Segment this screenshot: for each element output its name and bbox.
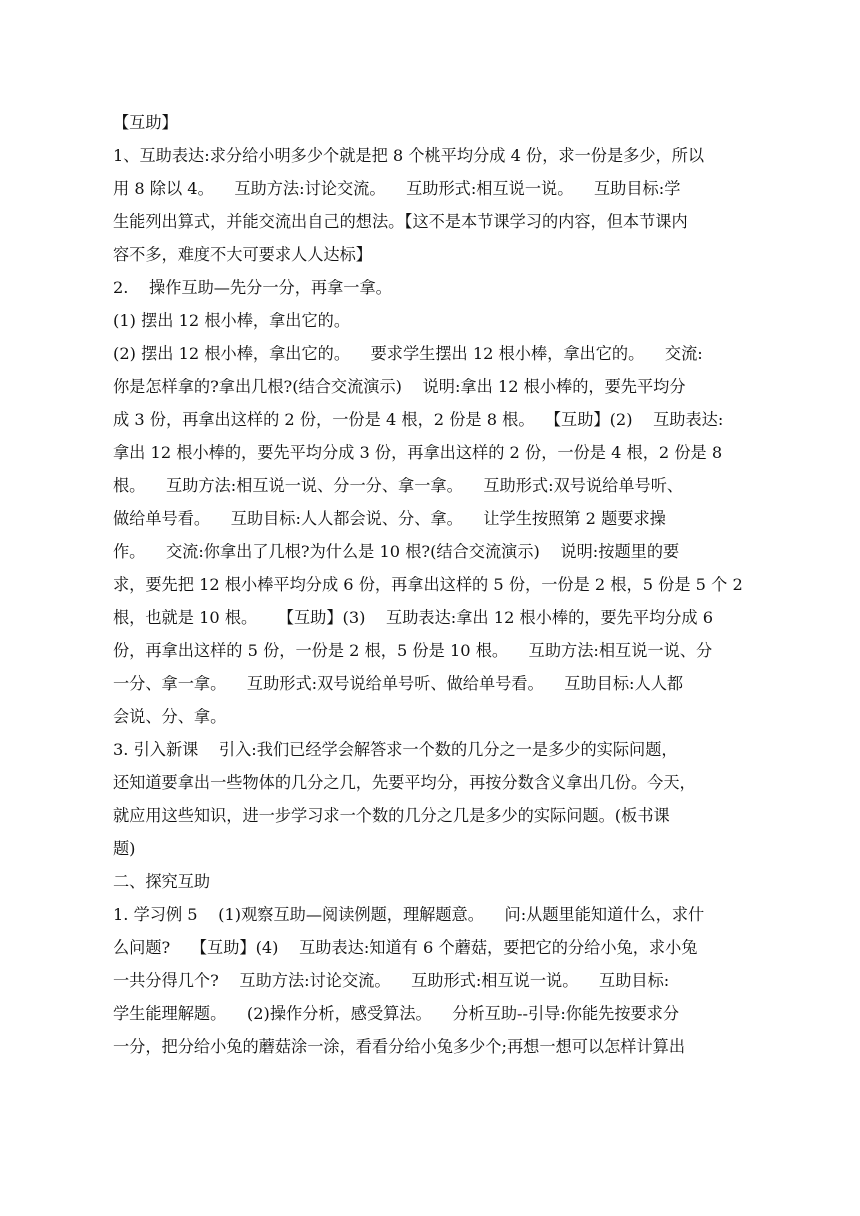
text-line: 成 3 份，再拿出这样的 2 份，一份是 4 根，2 份是 8 根。 【互助】(2) 互助表达:: [113, 410, 724, 429]
text-line: (1) 摆出 12 根小棒，拿出它的。: [113, 311, 351, 330]
text-line: 一分，把分给小兔的蘑菇涂一涂，看看分给小兔多少个;再想一想可以怎样计算出: [113, 1037, 686, 1056]
text-line: 求，要先把 12 根小棒平均分成 6 份，再拿出这样的 5 份，一份是 2 根，5 份是 5 个 2: [113, 575, 743, 594]
text-line: 容不多，难度不大可要求人人达标】: [113, 245, 372, 264]
text-line: 题): [113, 839, 136, 858]
text-line: 根，也就是 10 根。 【互助】(3) 互助表达:拿出 12 根小棒的，要先平均分成 6: [113, 608, 714, 627]
text-line: 学生能理解题。 (2)操作分析，感受算法。 分析互助--引导:你能先按要求分: [113, 1004, 680, 1023]
text-line: 二、探究互助: [113, 872, 211, 891]
text-line: 1. 学习例 5 (1)观察互助—阅读例题，理解题意。 问:从题里能知道什么，求什: [113, 905, 705, 924]
text-line: 你是怎样拿的?拿出几根?(结合交流演示) 说明:拿出 12 根小棒的，要先平均分: [113, 377, 686, 396]
text-line: 【互助】: [113, 113, 178, 132]
text-line: 生能列出算式，并能交流出自己的想法。【这不是本节课学习的内容，但本节课内: [113, 212, 688, 231]
text-line: 根。 互助方法:相互说一说、分一分、拿一拿。 互助形式:双号说给单号听、: [113, 476, 684, 495]
text-line: 做给单号看。 互助目标:人人都会说、分、拿。 让学生按照第 2 题要求操: [113, 509, 666, 528]
text-line: 么问题? 【互助】(4) 互助表达:知道有 6 个蘑菇，要把它的分给小兔，求小兔: [113, 938, 698, 957]
text-line: 拿出 12 根小棒的，要先平均分成 3 份，再拿出这样的 2 份，一份是 4 根，2 份是 8: [113, 443, 723, 462]
text-line: 1、互助表达:求分给小明多少个就是把 8 个桃平均分成 4 份，求一份是多少，所以: [113, 146, 705, 165]
text-line: 会说、分、拿。: [113, 707, 227, 726]
document-body: [113, 106, 749, 1063]
text-line: (2) 摆出 12 根小棒，拿出它的。 要求学生摆出 12 根小棒，拿出它的。 交流:: [113, 344, 703, 363]
text-line: 还知道要拿出一些物体的几分之几，先要平均分，再按分数含义拿出几份。今天，: [113, 773, 696, 792]
text-line: 2. 操作互助—先分一分，再拿一拿。: [113, 278, 392, 297]
text-line: 就应用这些知识，进一步学习求一个数的几分之几是多少的实际问题。(板书课: [113, 806, 670, 825]
text-line: 一共分得几个? 互助方法:讨论交流。 互助形式:相互说一说。 互助目标:: [113, 971, 670, 990]
text-line: 作。 交流:你拿出了几根?为什么是 10 根?(结合交流演示) 说明:按题里的要: [113, 542, 680, 561]
text-line: 3. 引入新课 引入:我们已经学会解答求一个数的几分之一是多少的实际问题，: [113, 740, 678, 759]
text-line: 份，再拿出这样的 5 份，一份是 2 根，5 份是 10 根。 互助方法:相互说一说、分: [113, 641, 713, 660]
text-line: 一分、拿一拿。 互助形式:双号说给单号听、做给单号看。 互助目标:人人都: [113, 674, 684, 693]
text-line: 用 8 除以 4。 互助方法:讨论交流。 互助形式:相互说一说。 互助目标:学: [113, 179, 681, 198]
